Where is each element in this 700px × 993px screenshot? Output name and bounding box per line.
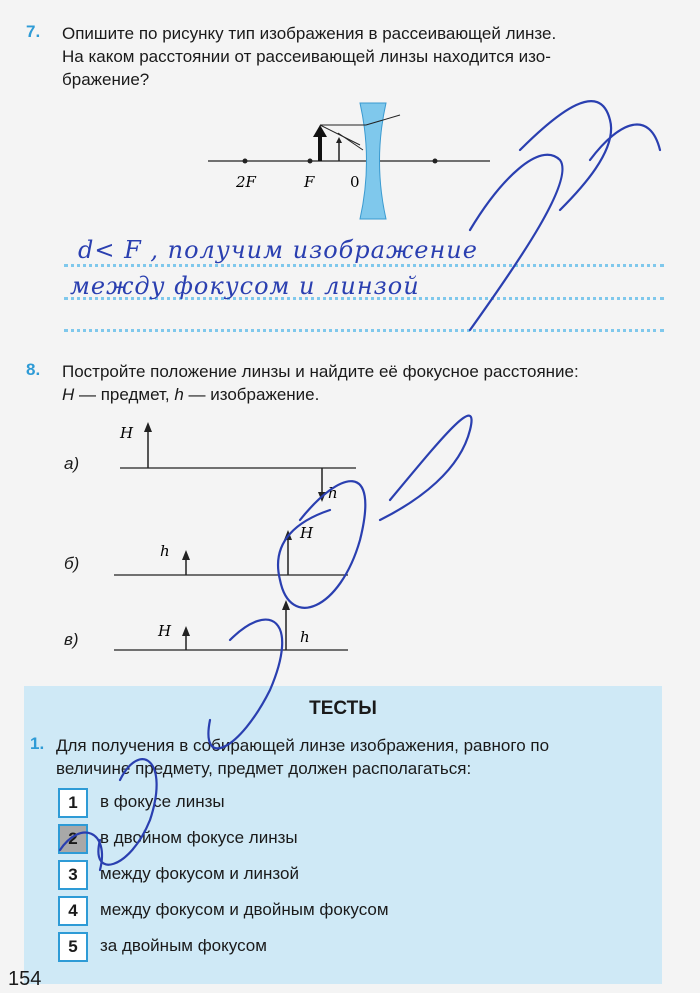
option-1-box[interactable]: 1 xyxy=(58,788,88,818)
label-zero: 0 xyxy=(350,173,360,191)
option-1-text: в фокусе линзы xyxy=(100,792,225,811)
option-3-box[interactable]: 3 xyxy=(58,860,88,890)
question-8-line-1: Постройте положение линзы и найдите её фокусное расстояние: xyxy=(62,362,579,381)
option-2-text: в двойном фокусе линзы xyxy=(100,828,298,847)
case-b-H: H xyxy=(300,524,314,542)
question-8-text-part-2: — изображение. xyxy=(183,385,320,404)
option-3-text: между фокусом и линзой xyxy=(100,864,299,883)
option-5-box[interactable]: 5 xyxy=(58,932,88,962)
option-5-text: за двойным фокусом xyxy=(100,936,267,955)
tests-title: ТЕСТЫ xyxy=(309,698,377,719)
case-a-H: H xyxy=(120,424,134,442)
symbol-H: H xyxy=(62,385,75,404)
label-2f: 2F xyxy=(236,173,256,191)
case-a-label: а) xyxy=(64,454,80,473)
case-c-label: в) xyxy=(64,630,79,649)
option-4-text: между фокусом и двойным фокусом xyxy=(100,900,389,919)
test-1-line-1: Для получения в собирающей линзе изображения, равного по xyxy=(56,736,550,755)
case-c-H: H xyxy=(158,622,172,640)
symbol-h: h xyxy=(174,385,184,404)
handwritten-answer-line-2: между фокусом и линзой xyxy=(70,272,420,300)
question-7-line-3: бражение? xyxy=(62,70,150,89)
case-c-h: h xyxy=(300,628,310,646)
question-7-line-1: Опишите по рисунку тип изображения в рассеивающей линзе. xyxy=(62,24,557,43)
test-1-number: 1. xyxy=(30,734,45,753)
test-1-line-2: величине предмету, предмет должен располагаться: xyxy=(56,759,472,778)
option-4-box[interactable]: 4 xyxy=(58,896,88,926)
label-f: F xyxy=(304,173,315,191)
case-b-h: h xyxy=(160,542,170,560)
handwritten-answer-line-1: d< F , получим изображение xyxy=(78,236,478,264)
question-8-number: 8. xyxy=(26,360,41,379)
case-a-h: h xyxy=(328,484,338,502)
page-number: 154 xyxy=(8,968,42,990)
option-2-box[interactable]: 2 xyxy=(58,824,88,854)
case-b-label: б) xyxy=(64,554,80,573)
question-7-number: 7. xyxy=(26,22,41,41)
question-8-text-part: — предмет, xyxy=(74,385,175,404)
question-7-line-2: На каком расстоянии от рассеивающей линзы находится изо- xyxy=(62,47,551,66)
